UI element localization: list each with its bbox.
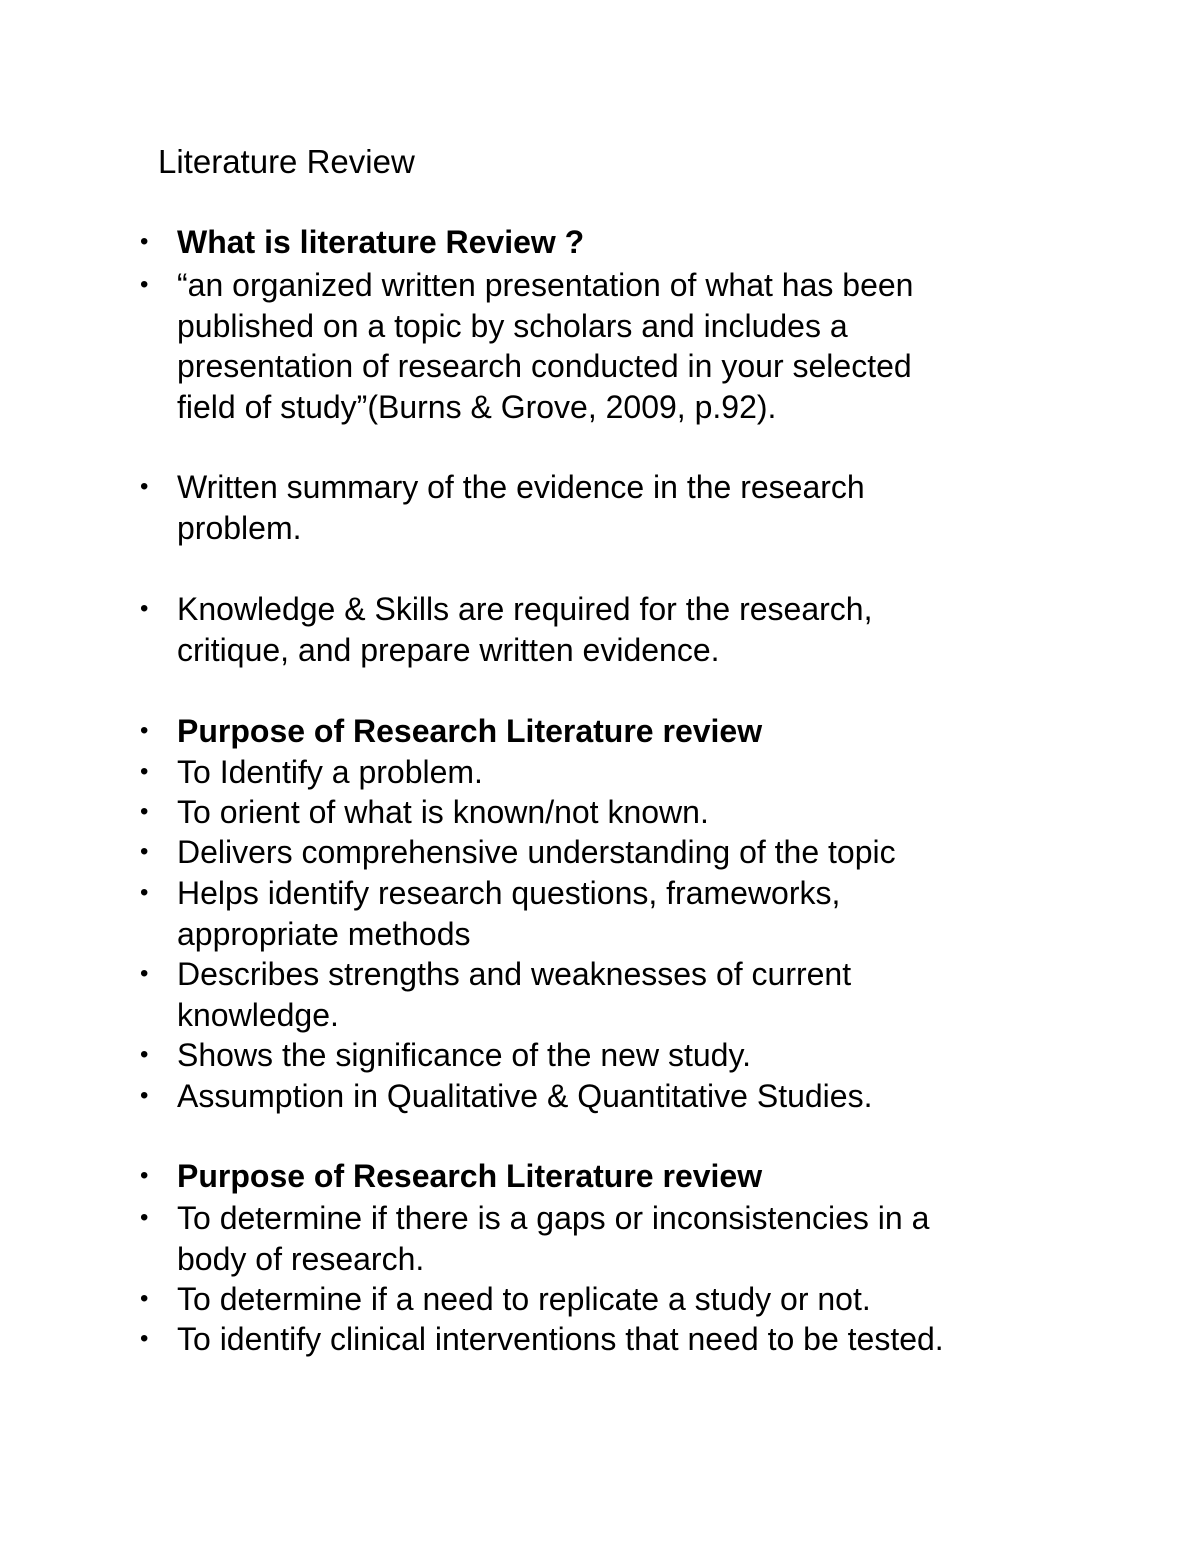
text-line: Shows the significance of the new study. <box>177 1037 751 1073</box>
bullet-icon: • <box>140 960 149 987</box>
list-item <box>0 467 1200 548</box>
bullet-icon: • <box>140 595 149 622</box>
text-line: To determine if there is a gaps or inconsistencies in a <box>177 1200 930 1236</box>
text-line: To Identify a problem. <box>177 754 483 790</box>
bullet-icon: • <box>140 798 149 825</box>
list-item <box>0 1076 1200 1117</box>
text-line: Purpose of Research Literature review <box>177 713 763 749</box>
bullet-icon: • <box>140 473 149 500</box>
list-item-text <box>177 1035 751 1076</box>
text-line: published on a topic by scholars and includes a <box>177 307 848 344</box>
list-item <box>0 832 1200 873</box>
list-item <box>0 873 1200 954</box>
text-line: problem. <box>177 509 302 546</box>
bullet-icon: • <box>140 1204 149 1231</box>
text-line: body of research. <box>177 1240 425 1277</box>
text-line: “an organized written presentation of what has been <box>177 267 914 303</box>
text-line: To determine if a need to replicate a study or not. <box>177 1281 871 1317</box>
list-item <box>0 954 1200 1035</box>
text-line: Delivers comprehensive understanding of the topic <box>177 834 896 870</box>
text-line: Knowledge & Skills are required for the research, <box>177 591 873 627</box>
text-line: To orient of what is known/not known. <box>177 794 709 830</box>
list-item <box>0 589 1200 670</box>
bullet-icon: • <box>140 1082 149 1109</box>
list-item-text <box>177 873 840 954</box>
bullet-icon: • <box>140 838 149 865</box>
text-line: knowledge. <box>177 996 339 1033</box>
section-heading-item <box>0 222 1200 263</box>
text-line: Purpose of Research Literature review <box>177 1158 763 1194</box>
list-item-text <box>177 265 913 427</box>
page-title: Literature Review <box>158 143 415 180</box>
bullet-icon: • <box>140 879 149 906</box>
bullet-icon: • <box>140 1325 149 1352</box>
list-item <box>0 752 1200 793</box>
list-item-text <box>177 1279 871 1320</box>
bullet-icon: • <box>140 717 149 744</box>
list-item-text <box>177 1076 872 1117</box>
bullet-icon: • <box>140 1162 149 1189</box>
section-heading-item <box>0 1156 1200 1197</box>
bullet-icon: • <box>140 1285 149 1312</box>
list-item-text <box>177 222 584 263</box>
list-item-text <box>177 954 851 1035</box>
text-line: field of study”(Burns & Grove, 2009, p.92). <box>177 388 777 425</box>
list-item <box>0 1198 1200 1279</box>
text-line: Describes strengths and weaknesses of current <box>177 956 852 992</box>
bullet-icon: • <box>140 271 149 298</box>
text-line: Helps identify research questions, frameworks, <box>177 875 841 911</box>
text-line: presentation of research conducted in your selected <box>177 348 912 384</box>
text-line: To identify clinical interventions that need to be tested. <box>177 1321 944 1357</box>
list-item-text <box>177 467 865 548</box>
list-item-text <box>177 589 872 670</box>
list-item-text <box>177 832 896 873</box>
list-item-text <box>177 1319 944 1360</box>
list-item-text <box>177 1156 762 1197</box>
bullet-icon: • <box>140 228 149 255</box>
text-line: What is literature Review ? <box>177 224 585 260</box>
list-item <box>0 1035 1200 1076</box>
list-item <box>0 792 1200 833</box>
text-line: Written summary of the evidence in the research <box>177 469 865 505</box>
bullet-icon: • <box>140 1041 149 1068</box>
section-heading-item <box>0 711 1200 752</box>
list-item <box>0 1279 1200 1320</box>
list-item-text <box>177 752 483 793</box>
text-line: Assumption in Qualitative & Quantitative Studies. <box>177 1078 873 1114</box>
list-item <box>0 1319 1200 1360</box>
text-line: appropriate methods <box>177 915 471 952</box>
bullet-icon: • <box>140 758 149 785</box>
list-item-text <box>177 792 709 833</box>
list-item-text <box>177 711 762 752</box>
text-line: critique, and prepare written evidence. <box>177 631 720 668</box>
list-item <box>0 265 1200 427</box>
list-item-text <box>177 1198 1057 1279</box>
